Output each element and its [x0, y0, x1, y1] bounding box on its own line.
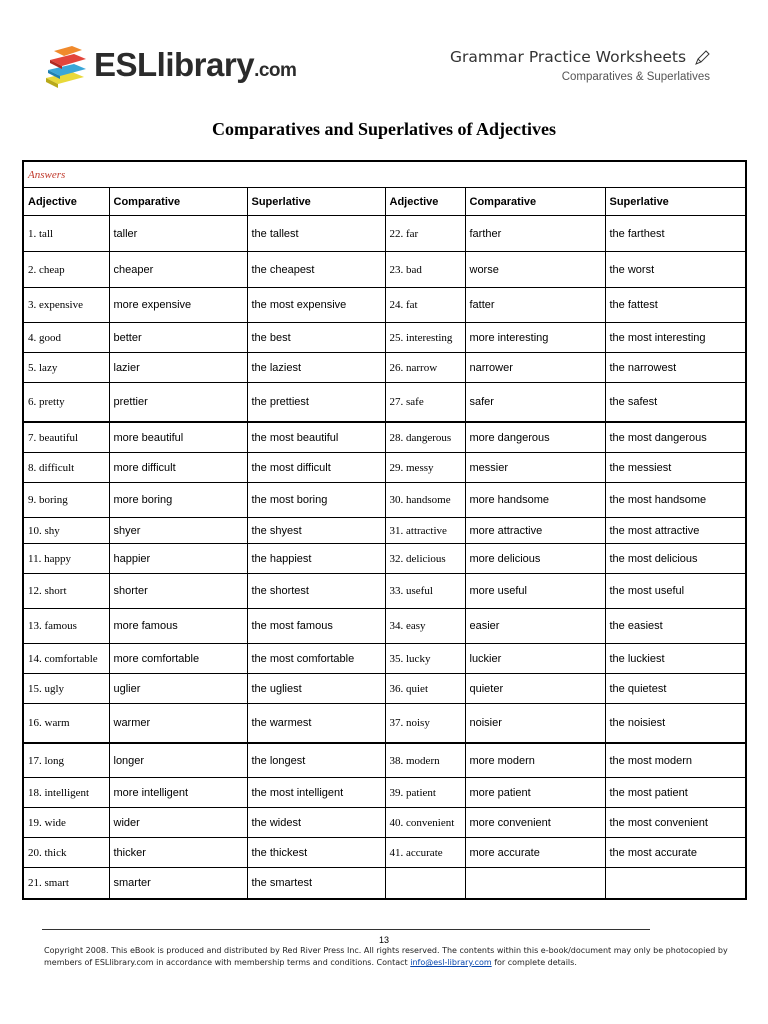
comparative-cell: more beautiful — [109, 422, 247, 453]
superlative-cell: the most attractive — [605, 518, 746, 544]
header — [450, 48, 710, 83]
comparative-cell: shyer — [109, 518, 247, 544]
superlative-cell: the warmest — [247, 704, 385, 744]
superlative-cell: the fattest — [605, 288, 746, 323]
adjective-cell: 37. noisy — [385, 704, 465, 744]
comparative-cell: smarter — [109, 868, 247, 900]
superlative-cell: the most convenient — [605, 808, 746, 838]
adjective-cell: 18. intelligent — [23, 778, 109, 808]
superlative-cell: the most expensive — [247, 288, 385, 323]
table-row — [23, 383, 746, 423]
comparative-cell: uglier — [109, 674, 247, 704]
superlative-cell: the most delicious — [605, 544, 746, 574]
superlative-cell: the noisiest — [605, 704, 746, 744]
adjective-cell: 22. far — [385, 216, 465, 252]
superlative-cell: the prettiest — [247, 383, 385, 423]
adjective-cell: 3. expensive — [23, 288, 109, 323]
superlative-cell: the luckiest — [605, 644, 746, 674]
comparative-cell: more boring — [109, 483, 247, 518]
comparative-cell: more handsome — [465, 483, 605, 518]
superlative-cell — [605, 868, 746, 900]
adjective-cell: 35. lucky — [385, 644, 465, 674]
table-row — [23, 216, 746, 252]
adjective-cell — [385, 868, 465, 900]
column-header: Adjective — [385, 188, 465, 216]
footer-divider — [42, 929, 650, 930]
column-header: Comparative — [465, 188, 605, 216]
comparative-cell: more modern — [465, 743, 605, 778]
adjective-cell: 26. narrow — [385, 353, 465, 383]
books-stack-icon — [42, 44, 90, 90]
table-row — [23, 323, 746, 353]
adjective-cell: 4. good — [23, 323, 109, 353]
pencil-icon — [694, 50, 710, 66]
table-row — [23, 838, 746, 868]
adjective-cell: 1. tall — [23, 216, 109, 252]
comparative-cell: more intelligent — [109, 778, 247, 808]
comparative-cell: worse — [465, 252, 605, 288]
comparative-cell: taller — [109, 216, 247, 252]
column-header: Adjective — [23, 188, 109, 216]
comparative-cell: prettier — [109, 383, 247, 423]
adjective-cell: 39. patient — [385, 778, 465, 808]
superlative-cell: the laziest — [247, 353, 385, 383]
table-row — [23, 868, 746, 900]
superlative-cell: the smartest — [247, 868, 385, 900]
comparative-cell: better — [109, 323, 247, 353]
contact-email-link[interactable]: info@esl-library.com — [410, 958, 492, 967]
table-row — [23, 778, 746, 808]
superlative-cell: the longest — [247, 743, 385, 778]
superlative-cell: the easiest — [605, 609, 746, 644]
adjective-cell: 38. modern — [385, 743, 465, 778]
adjective-cell: 21. smart — [23, 868, 109, 900]
comparative-cell: more useful — [465, 574, 605, 609]
superlative-cell: the shyest — [247, 518, 385, 544]
table-row — [23, 808, 746, 838]
table-row — [23, 644, 746, 674]
adjective-cell: 6. pretty — [23, 383, 109, 423]
table-row — [23, 252, 746, 288]
comparative-cell: easier — [465, 609, 605, 644]
comparative-cell: warmer — [109, 704, 247, 744]
comparative-cell: longer — [109, 743, 247, 778]
superlative-cell: the widest — [247, 808, 385, 838]
table-row — [23, 288, 746, 323]
comparative-cell: shorter — [109, 574, 247, 609]
comparative-cell: more comfortable — [109, 644, 247, 674]
superlative-cell: the most intelligent — [247, 778, 385, 808]
comparative-cell: quieter — [465, 674, 605, 704]
adjective-cell: 10. shy — [23, 518, 109, 544]
comparative-cell: farther — [465, 216, 605, 252]
comparative-cell: more convenient — [465, 808, 605, 838]
comparative-cell — [465, 868, 605, 900]
superlative-cell: the best — [247, 323, 385, 353]
table-row — [23, 422, 746, 453]
superlative-cell: the shortest — [247, 574, 385, 609]
superlative-cell: the most boring — [247, 483, 385, 518]
adjective-cell: 19. wide — [23, 808, 109, 838]
adjective-cell: 20. thick — [23, 838, 109, 868]
superlative-cell: the worst — [605, 252, 746, 288]
comparative-cell: thicker — [109, 838, 247, 868]
comparative-cell: more famous — [109, 609, 247, 644]
superlative-cell: the most modern — [605, 743, 746, 778]
superlative-cell: the messiest — [605, 453, 746, 483]
superlative-cell: the tallest — [247, 216, 385, 252]
copyright-text-end: for complete details. — [491, 958, 577, 967]
comparative-cell: more accurate — [465, 838, 605, 868]
superlative-cell: the most handsome — [605, 483, 746, 518]
esl-library-logo — [42, 44, 297, 92]
superlative-cell: the ugliest — [247, 674, 385, 704]
adjective-cell: 9. boring — [23, 483, 109, 518]
superlative-cell: the most patient — [605, 778, 746, 808]
superlative-cell: the safest — [605, 383, 746, 423]
comparative-cell: cheaper — [109, 252, 247, 288]
document-title: Comparatives and Superlatives of Adjectives — [212, 119, 556, 139]
adjective-cell: 29. messy — [385, 453, 465, 483]
superlative-cell: the most accurate — [605, 838, 746, 868]
adjective-cell: 30. handsome — [385, 483, 465, 518]
table-row — [23, 674, 746, 704]
adjective-cell: 8. difficult — [23, 453, 109, 483]
table-row — [23, 518, 746, 544]
comparative-cell: luckier — [465, 644, 605, 674]
superlative-cell: the quietest — [605, 674, 746, 704]
superlative-cell: the farthest — [605, 216, 746, 252]
superlative-cell: the thickest — [247, 838, 385, 868]
table-row — [23, 544, 746, 574]
superlative-cell: the most beautiful — [247, 422, 385, 453]
adjective-cell: 16. warm — [23, 704, 109, 744]
comparative-cell: wider — [109, 808, 247, 838]
comparative-cell: narrower — [465, 353, 605, 383]
table-row — [23, 453, 746, 483]
logo-wordmark: ESLlibrary.com — [94, 46, 297, 83]
adjective-cell: 11. happy — [23, 544, 109, 574]
table-header-row — [23, 188, 746, 216]
comparative-cell: more expensive — [109, 288, 247, 323]
adjective-cell: 27. safe — [385, 383, 465, 423]
table-row — [23, 574, 746, 609]
table-row — [23, 609, 746, 644]
table-row — [23, 353, 746, 383]
answers-label-row — [23, 161, 746, 188]
comparative-cell: happier — [109, 544, 247, 574]
adjective-cell: 24. fat — [385, 288, 465, 323]
comparative-cell: more attractive — [465, 518, 605, 544]
copyright-footer — [44, 945, 734, 969]
adjective-cell: 7. beautiful — [23, 422, 109, 453]
superlative-cell: the most difficult — [247, 453, 385, 483]
superlative-cell: the most dangerous — [605, 422, 746, 453]
adjective-cell: 15. ugly — [23, 674, 109, 704]
adjective-cell: 31. attractive — [385, 518, 465, 544]
adjective-cell: 2. cheap — [23, 252, 109, 288]
comparative-cell: safer — [465, 383, 605, 423]
superlative-cell: the most comfortable — [247, 644, 385, 674]
adjective-cell: 25. interesting — [385, 323, 465, 353]
superlative-cell: the cheapest — [247, 252, 385, 288]
comparative-cell: fatter — [465, 288, 605, 323]
adjective-cell: 23. bad — [385, 252, 465, 288]
adjective-cell: 34. easy — [385, 609, 465, 644]
superlative-cell: the narrowest — [605, 353, 746, 383]
superlative-cell: the happiest — [247, 544, 385, 574]
page-number: 13 — [378, 935, 389, 945]
table-row — [23, 704, 746, 744]
comparative-cell: noisier — [465, 704, 605, 744]
comparative-cell: more dangerous — [465, 422, 605, 453]
comparative-cell: more delicious — [465, 544, 605, 574]
adjective-cell: 28. dangerous — [385, 422, 465, 453]
adjective-cell: 36. quiet — [385, 674, 465, 704]
table-row — [23, 743, 746, 778]
answers-table — [22, 160, 747, 900]
adjective-cell: 12. short — [23, 574, 109, 609]
header-subtitle: Comparatives & Superlatives — [561, 71, 710, 83]
comparative-cell: more interesting — [465, 323, 605, 353]
column-header: Superlative — [247, 188, 385, 216]
adjective-cell: 13. famous — [23, 609, 109, 644]
adjective-cell: 41. accurate — [385, 838, 465, 868]
column-header: Comparative — [109, 188, 247, 216]
adjective-cell: 14. comfortable — [23, 644, 109, 674]
adjective-cell: 32. delicious — [385, 544, 465, 574]
comparative-cell: lazier — [109, 353, 247, 383]
comparative-cell: more patient — [465, 778, 605, 808]
column-header: Superlative — [605, 188, 746, 216]
copyright-text: Copyright 2008. This eBook is produced and distributed by Red River Press Inc. All rights reserved. The contents within this e-book/document may only be photocopied by members of ESLlibrary.com in accordance with membership terms and conditions. Contact — [44, 946, 728, 967]
adjective-cell: 17. long — [23, 743, 109, 778]
header-title: Grammar Practice Worksheets — [450, 48, 710, 66]
adjective-cell: 33. useful — [385, 574, 465, 609]
comparative-cell: more difficult — [109, 453, 247, 483]
superlative-cell: the most useful — [605, 574, 746, 609]
superlative-cell: the most interesting — [605, 323, 746, 353]
adjective-cell: 40. convenient — [385, 808, 465, 838]
adjective-cell: 5. lazy — [23, 353, 109, 383]
answers-label: Answers — [23, 161, 746, 188]
table-row — [23, 483, 746, 518]
superlative-cell: the most famous — [247, 609, 385, 644]
comparative-cell: messier — [465, 453, 605, 483]
